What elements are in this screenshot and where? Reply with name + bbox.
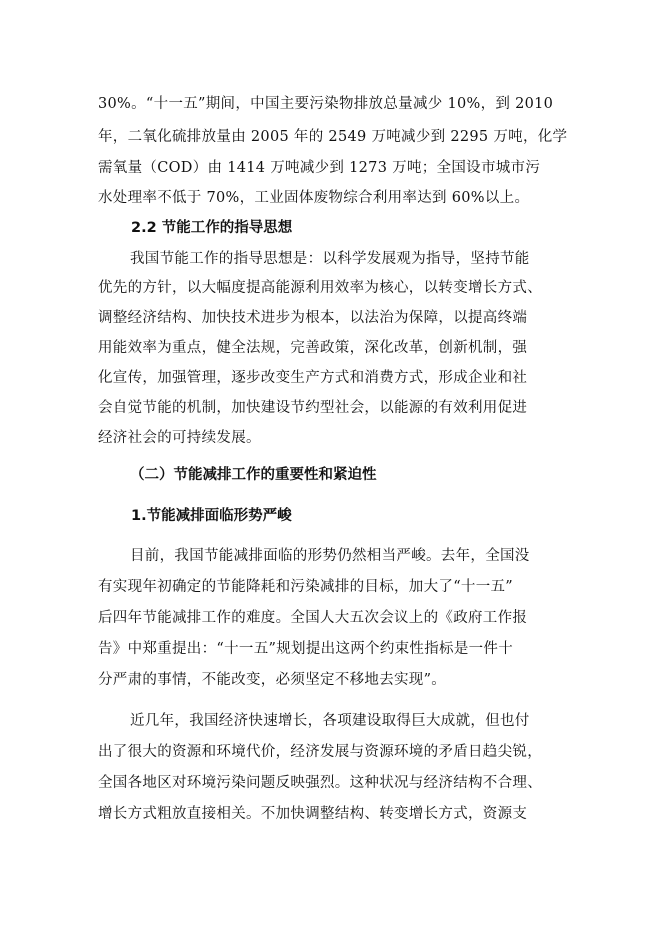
heading-2-2: 2.2 节能工作的指导思想	[131, 220, 293, 236]
para4-line-1: 近几年，我国经济快速增长，各项建设取得巨大成就，但也付	[130, 713, 530, 729]
heading-section-2: （二）节能减排工作的重要性和紧迫性	[130, 467, 377, 483]
para3-line-3: 后四年节能减排工作的难度。全国人大五次会议上的《政府工作报	[98, 610, 528, 626]
para3-line-1: 目前，我国节能减排面临的形势仍然相当严峻。去年，全国没	[130, 548, 530, 564]
para2-line-3: 调整经济结构、加快技术进步为根本，以法治为保障，以提高终端	[98, 310, 528, 326]
para3-line-5: 分严肃的事情，不能改变，必须坚定不移地去实现”。	[98, 672, 447, 688]
heading-1: 1.节能减排面临形势严峻	[131, 508, 292, 524]
para2-line-7: 经济社会的可持续发展。	[98, 430, 261, 446]
para3-line-2: 有实现年初确定的节能降耗和污染减排的目标，加大了“十一五”	[98, 579, 514, 595]
para2-line-1: 我国节能工作的指导思想是：以科学发展观为指导，坚持节能	[130, 251, 530, 267]
para1-line-3: 需氧量（COD）由 1414 万吨减少到 1273 万吨；全国设市城市污	[98, 160, 541, 176]
para1-line-1: 30%。“十一五”期间，中国主要污染物排放总量减少 10%，到 2010	[98, 96, 554, 112]
para4-line-2: 出了很大的资源和环境代价，经济发展与资源环境的矛盾日趋尖锐，	[98, 744, 542, 760]
para4-line-4: 增长方式粗放直接相关。不加快调整结构、转变增长方式，资源支	[98, 806, 528, 822]
para3-line-4: 告》中郑重提出：“十一五”规划提出这两个约束性指标是一件十	[98, 641, 514, 657]
para2-line-6: 会自觉节能的机制，加快建设节约型社会，以能源的有效利用促进	[98, 400, 528, 416]
para2-line-5: 化宣传，加强管理，逐步改变生产方式和消费方式，形成企业和社	[98, 370, 528, 386]
para2-line-4: 用能效率为重点，健全法规，完善政策，深化改革，创新机制，强	[98, 340, 528, 356]
para1-line-4: 水处理率不低于 70%，工业固体废物综合利用率达到 60%以上。	[98, 190, 530, 206]
para2-line-2: 优先的方针，以大幅度提高能源利用效率为核心，以转变增长方式、	[98, 280, 542, 296]
para4-line-3: 全国各地区对环境污染问题反映强烈。这种状况与经济结构不合理、	[98, 775, 542, 791]
para1-line-2: 年，二氧化硫排放量由 2005 年的 2549 万吨减少到 2295 万吨，化学	[98, 129, 568, 145]
